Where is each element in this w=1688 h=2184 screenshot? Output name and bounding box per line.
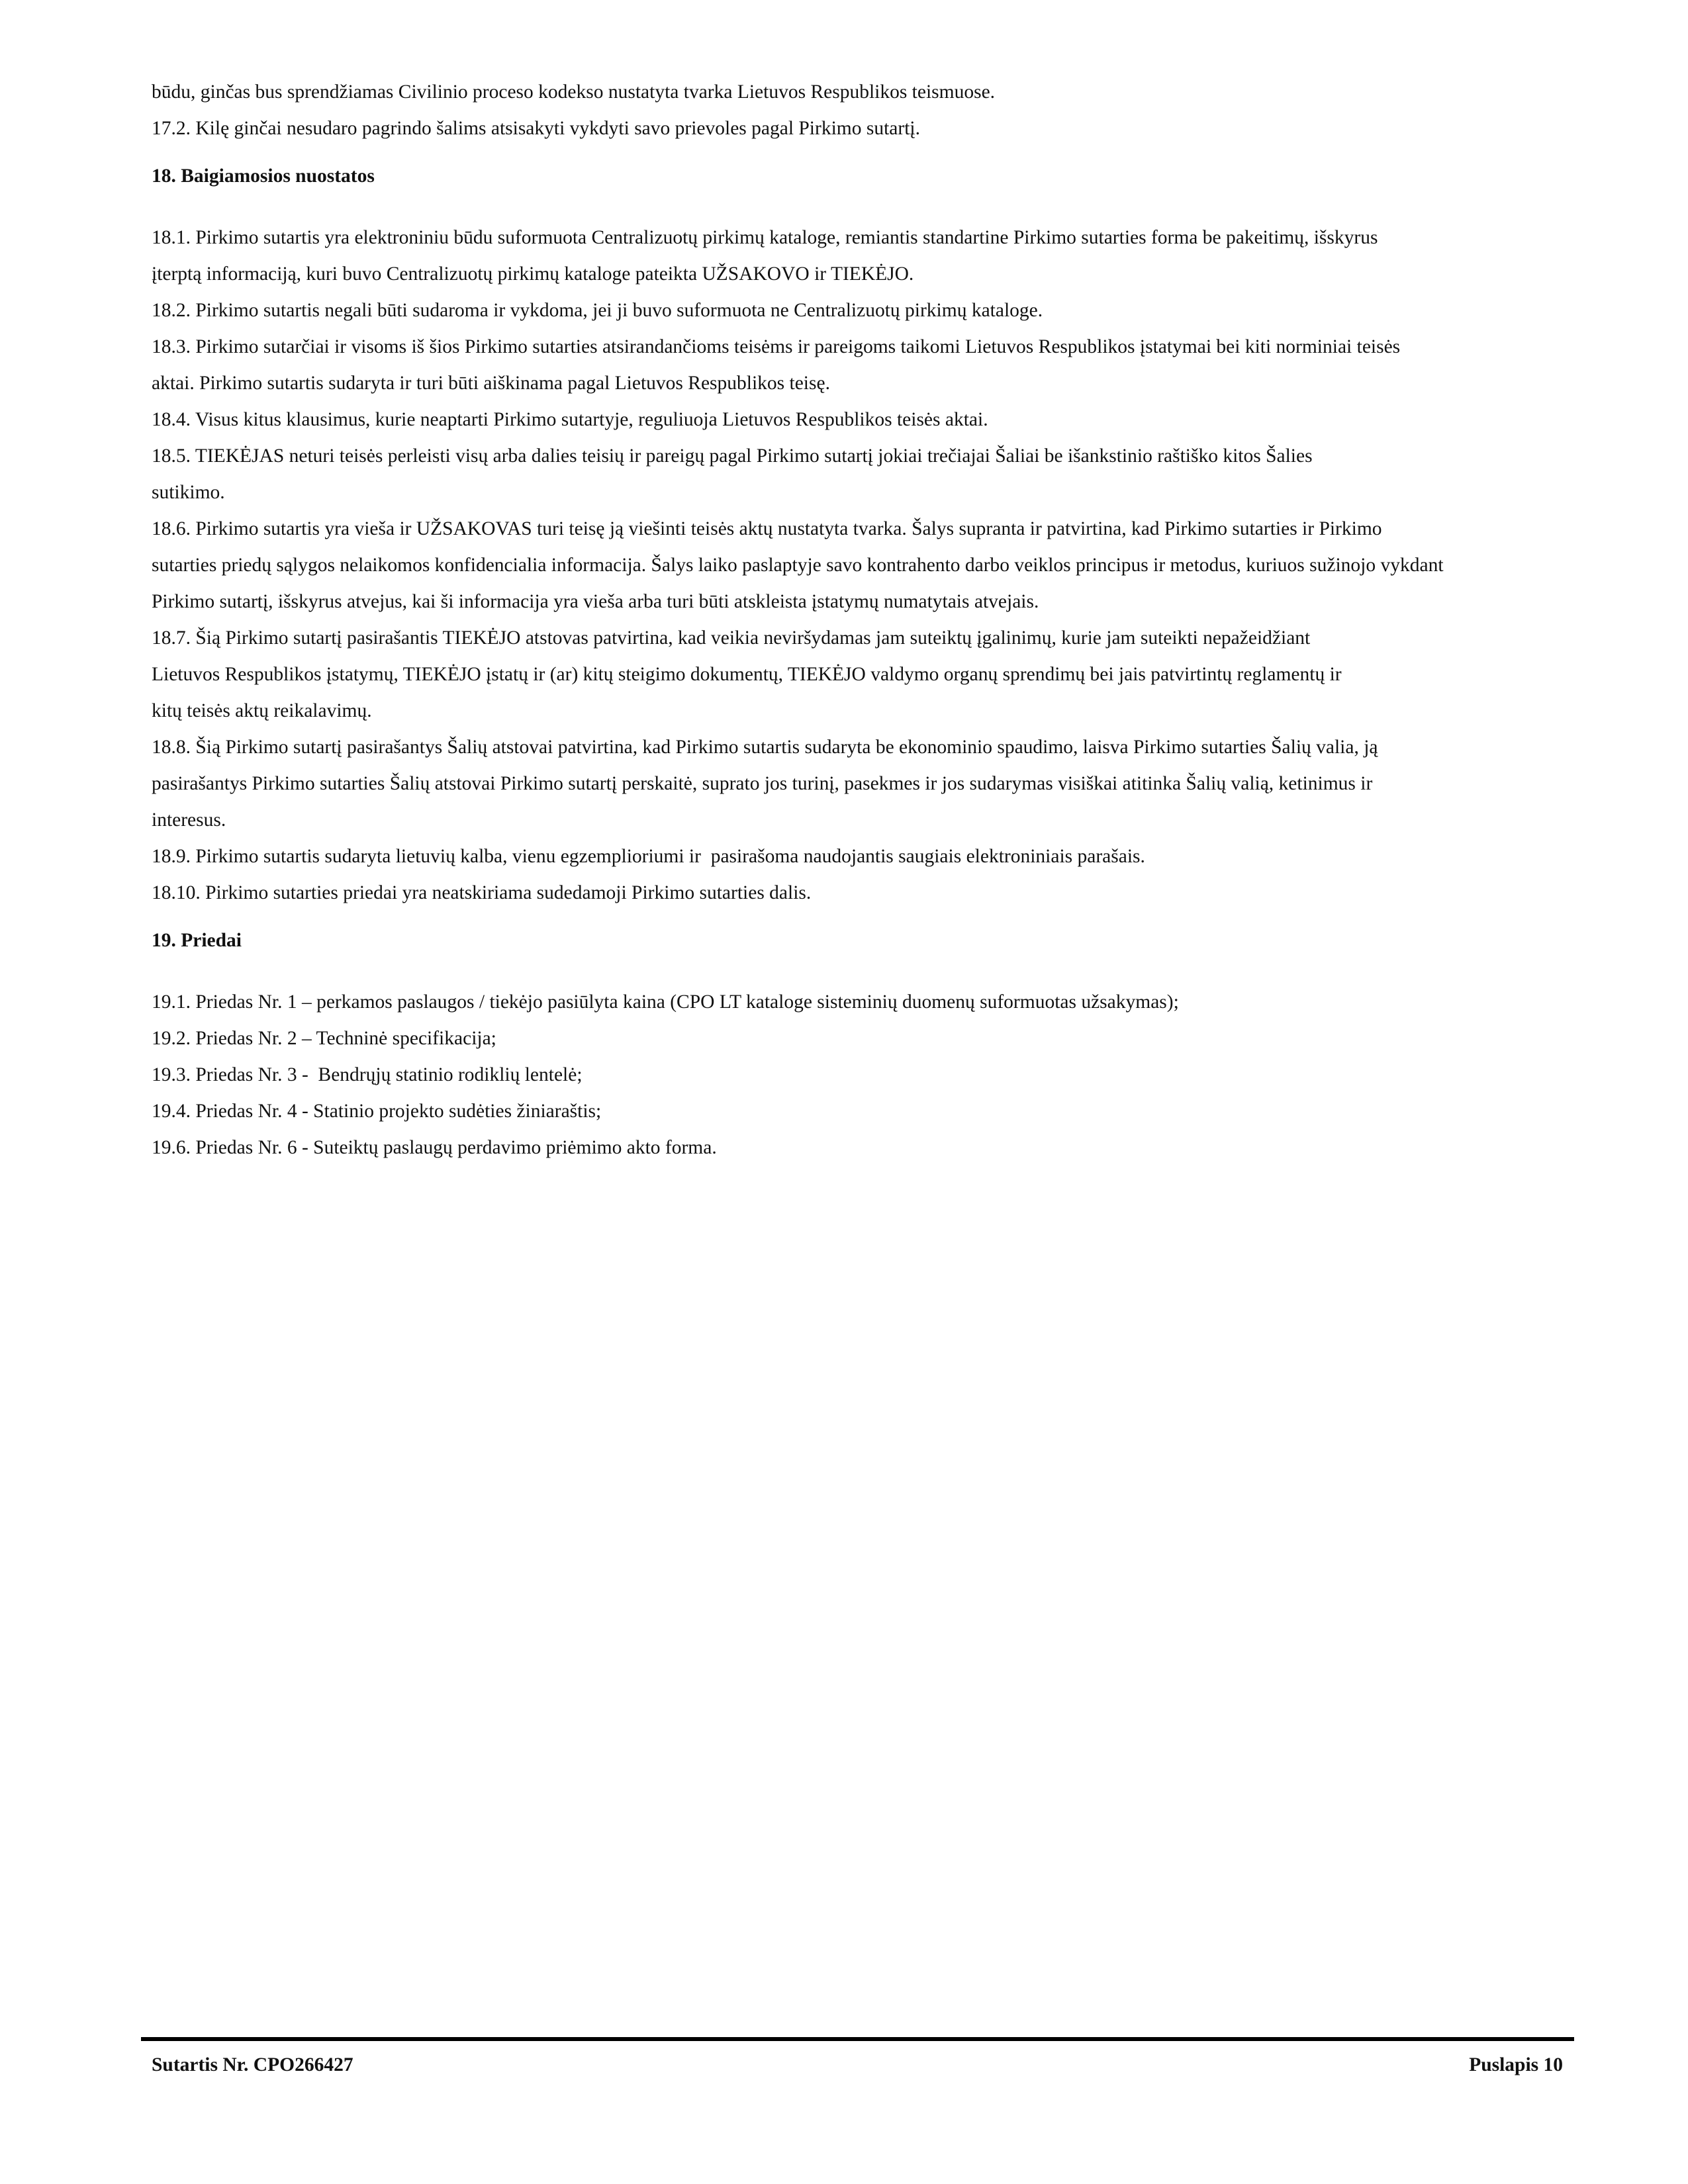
clause-18-7-line-3: kitų teisės aktų reikalavimų. xyxy=(152,700,372,721)
clause-18-6-line-1: 18.6. Pirkimo sutartis yra vieša ir UŽSAKOVAS turi teisę ją viešinti teisės aktų nustatyta tvarka. Šalys supranta ir patvirtina, kad Pirkimo sutarties ir Pirkimo xyxy=(152,518,1382,539)
clause-17-2: 17.2. Kilę ginčai nesudaro pagrindo šalims atsisakyti vykdyti savo prievoles pagal Pirkimo sutartį. xyxy=(152,118,920,139)
section-18-heading: 18. Baigiamosios nuostatos xyxy=(152,165,375,187)
page-number: Puslapis 10 xyxy=(1469,2054,1563,2075)
clause-18-8-line-2: pasirašantys Pirkimo sutarties Šalių atstovai Pirkimo sutartį perskaitė, suprato jos turinį, pasekmes ir jos sudarymas visiškai atitinka Šalių valią, ketinimus ir xyxy=(152,773,1373,794)
clause-18-7-line-2: Lietuvos Respublikos įstatymų, TIEKĖJO įstatų ir (ar) kitų steigimo dokumentų, TIEKĖJO valdymo organų sprendimų bei jais patvirtintų reglamentų ir xyxy=(152,664,1342,685)
clause-19-2: 19.2. Priedas Nr. 2 – Techninė specifikacija; xyxy=(152,1028,496,1049)
clause-18-9: 18.9. Pirkimo sutartis sudaryta lietuvių kalba, vienu egzemplioriumi ir pasirašoma naudojantis saugiais elektroniniais parašais. xyxy=(152,846,1145,867)
clause-18-5-line-1: 18.5. TIEKĖJAS neturi teisės perleisti visų arba dalies teisių ir pareigų pagal Pirkimo sutartį jokiai trečiajai Šaliai be išankstinio raštiško kitos Šalies xyxy=(152,445,1313,467)
clause-18-7-line-1: 18.7. Šią Pirkimo sutartį pasirašantis TIEKĖJO atstovas patvirtina, kad veikia neviršydamas jam suteiktų įgalinimų, kurie jam suteikti nepažeidžiant xyxy=(152,627,1311,649)
clause-18-1-line-1: 18.1. Pirkimo sutartis yra elektroniniu būdu suformuota Centralizuotų pirkimų kataloge, remiantis standartine Pirkimo sutarties forma be pakeitimų, išskyrus xyxy=(152,227,1378,248)
clause-19-4: 19.4. Priedas Nr. 4 - Statinio projekto sudėties žiniaraštis; xyxy=(152,1101,602,1122)
clause-18-8-line-3: interesus. xyxy=(152,809,226,831)
page-footer xyxy=(152,2054,1563,2076)
clause-18-3-line-2: aktai. Pirkimo sutartis sudaryta ir turi būti aiškinama pagal Lietuvos Respublikos teisę. xyxy=(152,373,830,394)
clause-19-3: 19.3. Priedas Nr. 3 - Bendrųjų statinio rodiklių lentelė; xyxy=(152,1064,583,1085)
continuation-line-1: būdu, ginčas bus sprendžiamas Civilinio proceso kodekso nustatyta tvarka Lietuvos Respublikos teismuose. xyxy=(152,81,996,103)
clause-19-6: 19.6. Priedas Nr. 6 - Suteiktų paslaugų perdavimo priėmimo akto forma. xyxy=(152,1137,717,1158)
clause-19-1: 19.1. Priedas Nr. 1 – perkamos paslaugos / tiekėjo pasiūlyta kaina (CPO LT kataloge sisteminių duomenų suformuotas užsakymas); xyxy=(152,991,1179,1013)
clause-18-1-line-2: įterptą informaciją, kuri buvo Centralizuotų pirkimų kataloge pateikta UŽSAKOVO ir TIEKĖJO. xyxy=(152,263,914,285)
document-body xyxy=(152,74,1581,1166)
clause-18-5-line-2: sutikimo. xyxy=(152,482,225,503)
clause-18-2: 18.2. Pirkimo sutartis negali būti sudaroma ir vykdoma, jei ji buvo suformuota ne Centralizuotų pirkimų kataloge. xyxy=(152,300,1043,321)
clause-18-4: 18.4. Visus kitus klausimus, kurie neaptarti Pirkimo sutartyje, reguliuoja Lietuvos Respublikos teisės aktai. xyxy=(152,409,988,430)
footer-divider xyxy=(141,2037,1574,2041)
clause-18-3-line-1: 18.3. Pirkimo sutarčiai ir visoms iš šios Pirkimo sutarties atsirandančioms teisėms ir pareigoms taikomi Lietuvos Respublikos įstatymai bei kiti norminiai teisės xyxy=(152,336,1401,357)
contract-number: Sutartis Nr. CPO266427 xyxy=(152,2054,353,2075)
clause-18-6-line-2: sutarties priedų sąlygos nelaikomos konfidencialia informacija. Šalys laiko paslaptyje savo kontrahento darbo veiklos principus ir metodus, kuriuos sužinojo vykdant xyxy=(152,555,1444,576)
clause-18-10: 18.10. Pirkimo sutarties priedai yra neatskiriama sudedamoji Pirkimo sutarties dalis. xyxy=(152,882,812,903)
clause-18-8-line-1: 18.8. Šią Pirkimo sutartį pasirašantys Šalių atstovai patvirtina, kad Pirkimo sutartis sudaryta be ekonominio spaudimo, laisva Pirkimo sutarties Šalių valia, ją xyxy=(152,737,1378,758)
section-19-heading: 19. Priedai xyxy=(152,930,242,951)
clause-18-6-line-3: Pirkimo sutartį, išskyrus atvejus, kai ši informacija yra vieša arba turi būti atskleista įstatymų numatytais atvejais. xyxy=(152,591,1039,612)
